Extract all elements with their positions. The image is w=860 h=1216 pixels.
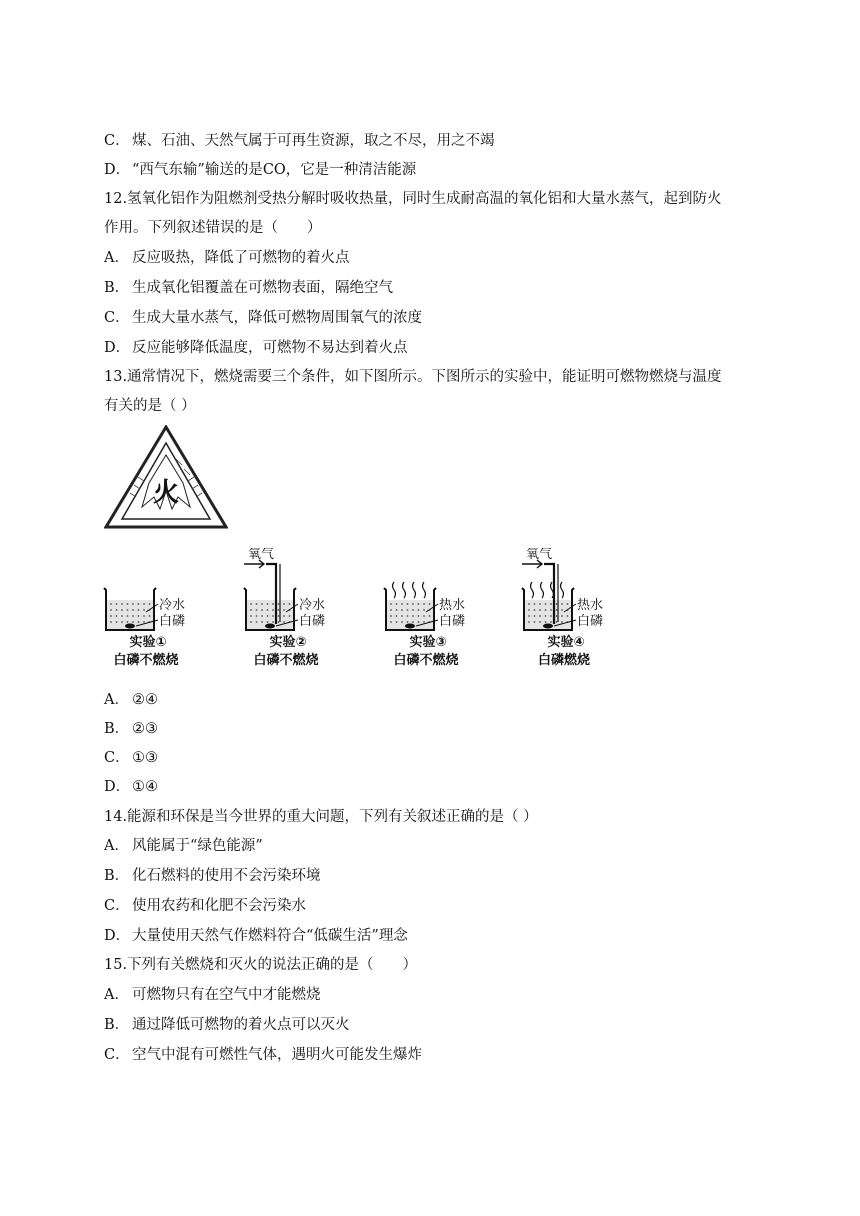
phosphorus-label: 白磷 <box>299 614 326 629</box>
water-dot <box>289 615 291 617</box>
water-dot <box>539 603 541 605</box>
water-dot <box>390 603 392 605</box>
water-dot <box>256 621 258 623</box>
water-dot <box>261 615 263 617</box>
q13-option-a <box>104 690 760 710</box>
water-label: 热水 <box>577 598 604 613</box>
steam-icon <box>423 582 426 598</box>
water-dot <box>116 615 118 617</box>
water-dot <box>267 609 269 611</box>
water-dot <box>396 621 398 623</box>
water-dot <box>556 615 558 617</box>
water-dot <box>556 609 558 611</box>
option-letter: C． <box>104 1047 130 1063</box>
option-letter: A． <box>104 250 129 266</box>
water-dot <box>401 621 403 623</box>
water-dot <box>539 621 541 623</box>
water-dot <box>539 615 541 617</box>
water-dot <box>396 603 398 605</box>
option-text: ②③ <box>132 721 158 737</box>
option-letter: B． <box>104 868 130 884</box>
q13-stem-line1: 13.通常情况下，燃烧需要三个条件，如下图所示。下图所示的实验中，能证明可燃物燃烧与温度 <box>104 369 722 385</box>
option-text: 使用农药和化肥不会污染水 <box>132 898 306 914</box>
water-dot <box>121 621 123 623</box>
water-dot <box>412 609 414 611</box>
water-dot <box>567 615 569 617</box>
water-dot <box>545 615 547 617</box>
water-dot <box>272 621 274 623</box>
water-dot <box>149 615 151 617</box>
option-letter: B． <box>104 1017 130 1033</box>
water-dot <box>261 621 263 623</box>
water-dot <box>121 615 123 617</box>
experiment-2 <box>244 548 325 668</box>
option-letter: D． <box>104 928 131 944</box>
option-text: “西气东输”输送的是CO，它是一种清洁能源 <box>132 162 417 178</box>
experiment-name: 实验② <box>269 635 307 650</box>
water-dot <box>250 609 252 611</box>
water-dot <box>272 615 274 617</box>
water-dot <box>283 603 285 605</box>
option-text: 反应吸热，降低了可燃物的着火点 <box>132 250 350 266</box>
water-dot <box>278 615 280 617</box>
water-dot <box>561 603 563 605</box>
option-text: 化石燃料的使用不会污染环境 <box>132 868 321 884</box>
water-label: 冷水 <box>299 598 326 613</box>
q14-option-c <box>104 896 760 916</box>
q12-option-d <box>104 338 760 358</box>
q15-option-b <box>104 1015 760 1035</box>
water-dot <box>278 609 280 611</box>
water-dot <box>138 615 140 617</box>
triangle-center-char: 火 <box>152 478 180 508</box>
water-dot <box>143 609 145 611</box>
experiments-figure <box>100 548 610 676</box>
water-dot <box>121 603 123 605</box>
water-dot <box>407 621 409 623</box>
water-dot <box>110 603 112 605</box>
option-letter: D． <box>104 779 131 795</box>
steam-icon <box>541 582 544 598</box>
option-text: 生成氧化铝覆盖在可燃物表面，隔绝空气 <box>132 280 393 296</box>
water-dot <box>116 609 118 611</box>
option-text: 可燃物只有在空气中才能燃烧 <box>132 987 321 1003</box>
fire-triangle-svg <box>104 425 228 531</box>
steam-icon <box>531 582 534 598</box>
water-dot <box>561 621 563 623</box>
experiment-result: 白磷不燃烧 <box>113 653 179 668</box>
water-dot <box>390 615 392 617</box>
water-dot <box>534 621 536 623</box>
option-letter: A． <box>104 987 129 1003</box>
steam-icon <box>413 582 416 598</box>
oxygen-label: 氧气 <box>248 548 275 562</box>
option-letter: B． <box>104 721 130 737</box>
water-dot <box>396 609 398 611</box>
water-dot <box>550 621 552 623</box>
water-dot <box>423 609 425 611</box>
q12-stem-line2: 作用。下列叙述错误的是（ ） <box>104 220 322 236</box>
water-dot <box>418 603 420 605</box>
water-dot <box>278 621 280 623</box>
water-label: 热水 <box>439 598 466 613</box>
water-dot <box>545 609 547 611</box>
option-text: ②④ <box>132 692 158 708</box>
option-text: 煤、石油、天然气属于可再生资源，取之不尽，用之不竭 <box>132 133 495 149</box>
water-dot <box>149 603 151 605</box>
q12-stem-line1: 12.氢氧化铝作为阻燃剂受热分解时吸收热量，同时生成耐高温的氧化铝和大量水蒸气，起到防火 <box>104 191 722 207</box>
water-dot <box>423 615 425 617</box>
water-dot <box>256 615 258 617</box>
q12-option-c <box>104 308 760 328</box>
q13-option-d <box>104 777 760 797</box>
water-dot <box>545 603 547 605</box>
experiment-result: 白磷不燃烧 <box>253 653 319 668</box>
experiment-name: 实验③ <box>409 635 447 650</box>
experiment-result: 白磷不燃烧 <box>393 653 459 668</box>
water-dot <box>132 615 134 617</box>
steam-icon <box>561 582 564 598</box>
water-dot <box>138 609 140 611</box>
water-dot <box>132 603 134 605</box>
option-letter: A． <box>104 692 129 708</box>
q14-option-a <box>104 836 760 856</box>
water-dot <box>429 615 431 617</box>
q15-option-c <box>104 1045 760 1065</box>
water-dot <box>412 603 414 605</box>
option-letter: A． <box>104 838 129 854</box>
option-letter: C． <box>104 133 130 149</box>
q15-option-a <box>104 985 760 1005</box>
water-dot <box>289 603 291 605</box>
water-dot <box>528 621 530 623</box>
steam-icon <box>403 582 406 598</box>
option-letter: C． <box>104 310 130 326</box>
water-dot <box>401 609 403 611</box>
water-dot <box>132 609 134 611</box>
water-dot <box>121 609 123 611</box>
water-dot <box>539 609 541 611</box>
water-dot <box>143 603 145 605</box>
water-dot <box>278 603 280 605</box>
water-dot <box>250 621 252 623</box>
water-dot <box>534 609 536 611</box>
water-dot <box>143 615 145 617</box>
fire-triangle-figure <box>104 425 228 531</box>
water-dot <box>127 615 129 617</box>
water-dot <box>528 615 530 617</box>
water-dot <box>550 615 552 617</box>
water-dot <box>127 609 129 611</box>
steam-icon <box>393 582 396 598</box>
water-dot <box>116 621 118 623</box>
option-letter: D． <box>104 340 131 356</box>
water-dot <box>429 603 431 605</box>
water-dot <box>561 615 563 617</box>
experiment-result: 白磷燃烧 <box>537 653 591 668</box>
water-dot <box>567 603 569 605</box>
option-letter: C． <box>104 750 130 766</box>
water-dot <box>534 603 536 605</box>
water-dot <box>418 609 420 611</box>
water-dot <box>556 603 558 605</box>
q14-option-b <box>104 866 760 886</box>
water-dot <box>550 609 552 611</box>
option-text: 反应能够降低温度，可燃物不易达到着火点 <box>132 340 408 356</box>
option-text: 风能属于“绿色能源” <box>132 838 263 854</box>
option-text: ①③ <box>132 750 158 766</box>
water-dot <box>127 621 129 623</box>
water-dot <box>256 603 258 605</box>
option-text: 生成大量水蒸气，降低可燃物周围氧气的浓度 <box>132 310 422 326</box>
water-dot <box>556 621 558 623</box>
water-dot <box>545 621 547 623</box>
q15-stem: 15.下列有关燃烧和灭火的说法正确的是（ ） <box>104 957 418 973</box>
water-dot <box>423 603 425 605</box>
water-dot <box>283 609 285 611</box>
experiment-name: 实验① <box>129 635 167 650</box>
water-dot <box>534 615 536 617</box>
option-text: 通过降低可燃物的着火点可以灭火 <box>132 1017 350 1033</box>
water-dot <box>423 621 425 623</box>
option-letter: D． <box>104 162 131 178</box>
option-text: 大量使用天然气作燃料符合“低碳生活”理念 <box>132 928 408 944</box>
experiment-4 <box>522 548 603 668</box>
q11-option-d <box>104 160 760 180</box>
q11-option-c <box>104 131 760 151</box>
water-dot <box>407 603 409 605</box>
water-dot <box>528 609 530 611</box>
experiments-svg <box>100 548 610 676</box>
phosphorus-label: 白磷 <box>159 614 186 629</box>
experiment-3 <box>384 582 465 668</box>
water-dot <box>561 609 563 611</box>
water-label: 冷水 <box>159 598 186 613</box>
white-phosphorus <box>543 624 553 629</box>
water-dot <box>528 603 530 605</box>
water-dot <box>267 603 269 605</box>
water-dot <box>267 621 269 623</box>
water-dot <box>272 609 274 611</box>
water-dot <box>110 621 112 623</box>
option-text: 空气中混有可燃性气体，遇明火可能发生爆炸 <box>132 1047 422 1063</box>
water-dot <box>272 603 274 605</box>
experiment-1 <box>104 588 185 668</box>
water-dot <box>418 615 420 617</box>
water-dot <box>418 621 420 623</box>
white-phosphorus <box>125 624 135 629</box>
water-dot <box>261 609 263 611</box>
water-dot <box>110 609 112 611</box>
water-dot <box>412 615 414 617</box>
water-dot <box>283 615 285 617</box>
water-dot <box>110 615 112 617</box>
q12-option-b <box>104 278 760 298</box>
q14-stem: 14.能源和环保是当今世界的重大问题，下列有关叙述正确的是（ ） <box>104 809 538 825</box>
q13-option-b <box>104 719 760 739</box>
water-dot <box>256 609 258 611</box>
water-dot <box>250 615 252 617</box>
water-dot <box>267 615 269 617</box>
water-dot <box>261 603 263 605</box>
water-dot <box>250 603 252 605</box>
phosphorus-label: 白磷 <box>577 614 604 629</box>
q12-option-a <box>104 248 760 268</box>
water-dot <box>143 621 145 623</box>
white-phosphorus <box>265 624 275 629</box>
water-dot <box>127 603 129 605</box>
water-dot <box>407 609 409 611</box>
option-text: ①④ <box>132 779 158 795</box>
water-dot <box>401 603 403 605</box>
experiment-name: 实验④ <box>547 635 585 650</box>
option-letter: C． <box>104 898 130 914</box>
water-dot <box>390 621 392 623</box>
option-letter: B． <box>104 280 130 296</box>
water-dot <box>116 603 118 605</box>
water-dot <box>283 621 285 623</box>
oxygen-label: 氧气 <box>526 548 553 562</box>
water-dot <box>132 621 134 623</box>
water-dot <box>396 615 398 617</box>
phosphorus-label: 白磷 <box>439 614 466 629</box>
water-dot <box>412 621 414 623</box>
q13-stem-line2: 有关的是（ ） <box>104 398 196 414</box>
water-dot <box>401 615 403 617</box>
water-dot <box>407 615 409 617</box>
q14-option-d <box>104 926 760 946</box>
white-phosphorus <box>405 624 415 629</box>
water-dot <box>138 621 140 623</box>
water-dot <box>138 603 140 605</box>
q13-option-c <box>104 748 760 768</box>
water-dot <box>390 609 392 611</box>
water-dot <box>550 603 552 605</box>
